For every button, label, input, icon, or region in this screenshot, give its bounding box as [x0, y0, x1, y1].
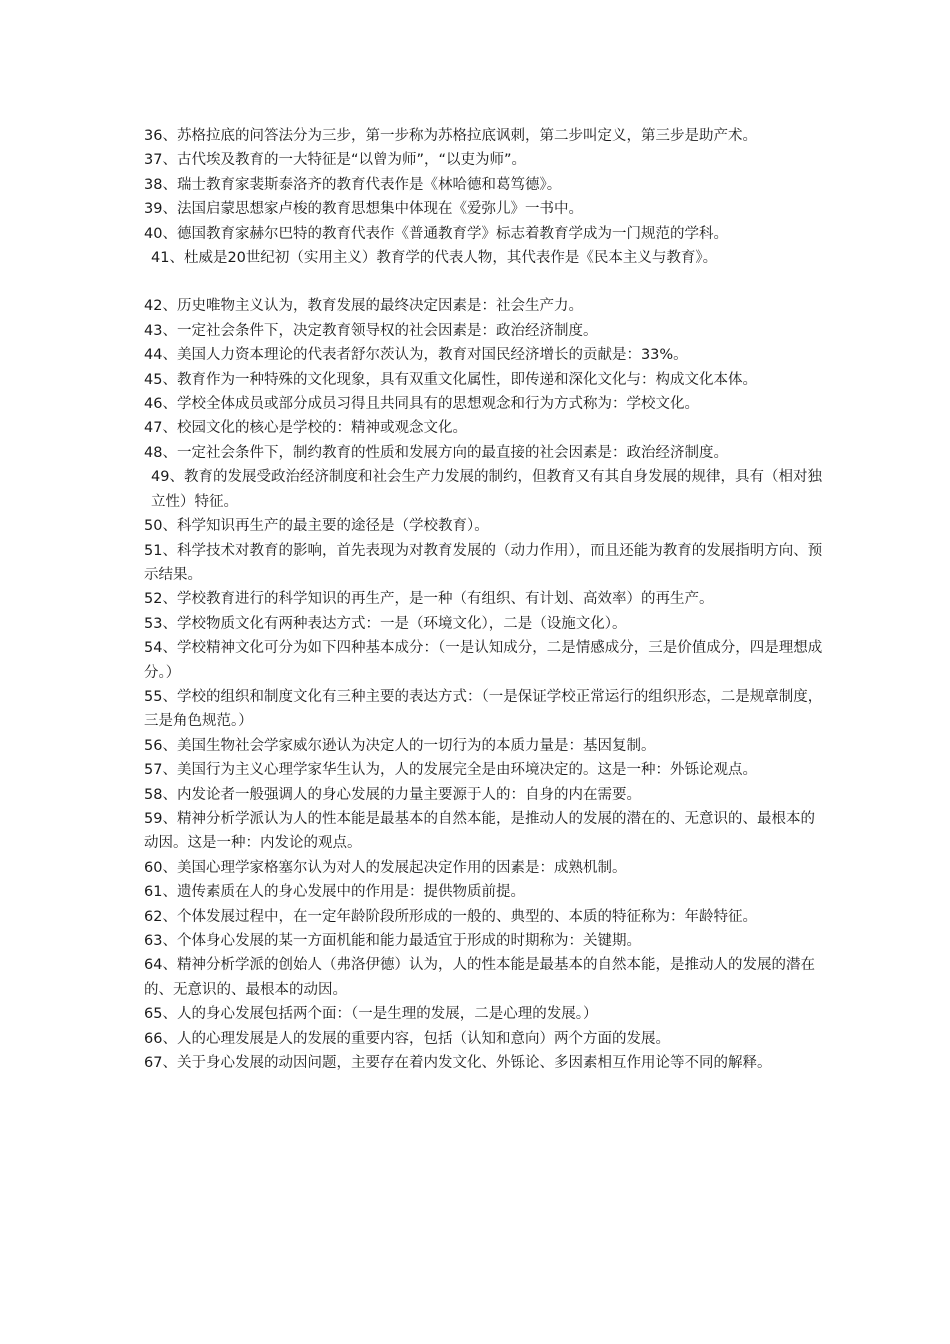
list-item: 61、遗传素质在人的身心发展中的作用是：提供物质前提。 — [144, 884, 525, 901]
list-item: 48、一定社会条件下，制约教育的性质和发展方向的最直接的社会因素是：政治经济制度。 — [144, 444, 728, 461]
list-item: 49、教育的发展受政治经济制度和社会生产力发展的制约，但教育又有其自身发展的规律，具有（相对独立性）特征。 — [151, 469, 822, 510]
list-item: 56、美国生物社会学家威尔逊认为决定人的一切行为的本质力量是：基因复制。 — [144, 737, 656, 754]
list-item: 66、人的心理发展是人的发展的重要内容，包括（认知和意向）两个方面的发展。 — [144, 1030, 670, 1047]
list-item: 45、教育作为一种特殊的文化现象，具有双重文化属性，即传递和深化文化与：构成文化本体。 — [144, 371, 757, 388]
list-item: 58、内发论者一般强调人的身心发展的力量主要源于人的：自身的内在需要。 — [144, 786, 641, 803]
list-item: 63、个体身心发展的某一方面机能和能力最适宜于形成的时期称为：关键期。 — [144, 933, 641, 949]
list-item: 62、个体发展过程中，在一定年龄阶段所形成的一般的、典型的、本质的特征称为：年龄特征。 — [144, 908, 757, 925]
list-item: 57、美国行为主义心理学家华生认为，人的发展完全是由环境决定的。这是一种：外铄论观点。 — [144, 762, 757, 779]
list-item: 43、一定社会条件下，决定教育领导权的社会因素是：政治经济制度。 — [144, 322, 598, 339]
list-item: 65、人的身心发展包括两个面：（一是生理的发展，二是心理的发展。） — [144, 1006, 598, 1023]
list-item: 37、古代埃及教育的一大特征是“以曾为师”，“以吏为师”。 — [144, 152, 526, 169]
list-item: 54、学校精神文化可分为如下四种基本成分：（一是认知成分，二是情感成分，三是价值成分，四是理想成分。） — [144, 640, 823, 681]
list-item: 53、学校物质文化有两种表达方式：一是（环境文化），二是（设施文化）。 — [144, 615, 627, 632]
list-item: 64、精神分析学派的创始人（弗洛伊德）认为，人的性本能是最基本的自然本能，是推动人的发展的潜在的、无意识的、最根本的动因。 — [144, 957, 815, 998]
list-item: 39、法国启蒙思想家卢梭的教育思想集中体现在《爱弥儿》一书中。 — [144, 201, 583, 218]
list-item: 42、历史唯物主义认为，教育发展的最终决定因素是：社会生产力。 — [144, 298, 583, 315]
list-item: 44、美国人力资本理论的代表者舒尔茨认为，教育对国民经济增长的贡献是：33%。 — [144, 347, 688, 364]
list-item: 41、杜威是20世纪初（实用主义）教育学的代表人物，其代表作是《民本主义与教育》。 — [151, 250, 718, 267]
list-item: 38、瑞士教育家裴斯泰洛齐的教育代表作是《林哈德和葛笃德》。 — [144, 176, 562, 193]
document-body — [144, 124, 824, 1075]
paragraph-spacer — [144, 270, 824, 294]
list-item: 59、精神分析学派认为人的性本能是最基本的自然本能，是推动人的发展的潜在的、无意识的、最根本的动因。这是一种：内发论的观点。 — [144, 810, 815, 852]
list-item: 51、科学技术对教育的影响，首先表现为对教育发展的（动力作用），而且还能为教育的发展指明方向、预示结果。 — [144, 542, 823, 583]
list-item: 67、关于身心发展的动因问题，主要存在着内发文化、外铄论、多因素相互作用论等不同的解释。 — [144, 1055, 772, 1072]
list-item: 40、德国教育家赫尔巴特的教育代表作《普通教育学》标志着教育学成为一门规范的学科。 — [144, 225, 728, 242]
list-item: 36、苏格拉底的问答法分为三步，第一步称为苏格拉底讽刺，第二步叫定义，第三步是助产术。 — [144, 128, 757, 144]
list-item: 60、美国心理学家格塞尔认为对人的发展起决定作用的因素是：成熟机制。 — [144, 859, 627, 876]
list-item: 47、校园文化的核心是学校的：精神或观念文化。 — [144, 420, 467, 437]
list-item: 50、科学知识再生产的最主要的途径是（学校教育）。 — [144, 518, 489, 535]
list-item: 52、学校教育进行的科学知识的再生产，是一种（有组织、有计划、高效率）的再生产。 — [144, 591, 714, 608]
list-item: 46、学校全体成员或部分成员习得且共同具有的思想观念和行为方式称为：学校文化。 — [144, 396, 699, 413]
list-item: 55、学校的组织和制度文化有三种主要的表达方式：（一是保证学校正常运行的组织形态，二是规章制度，三是角色规范。） — [144, 688, 823, 730]
